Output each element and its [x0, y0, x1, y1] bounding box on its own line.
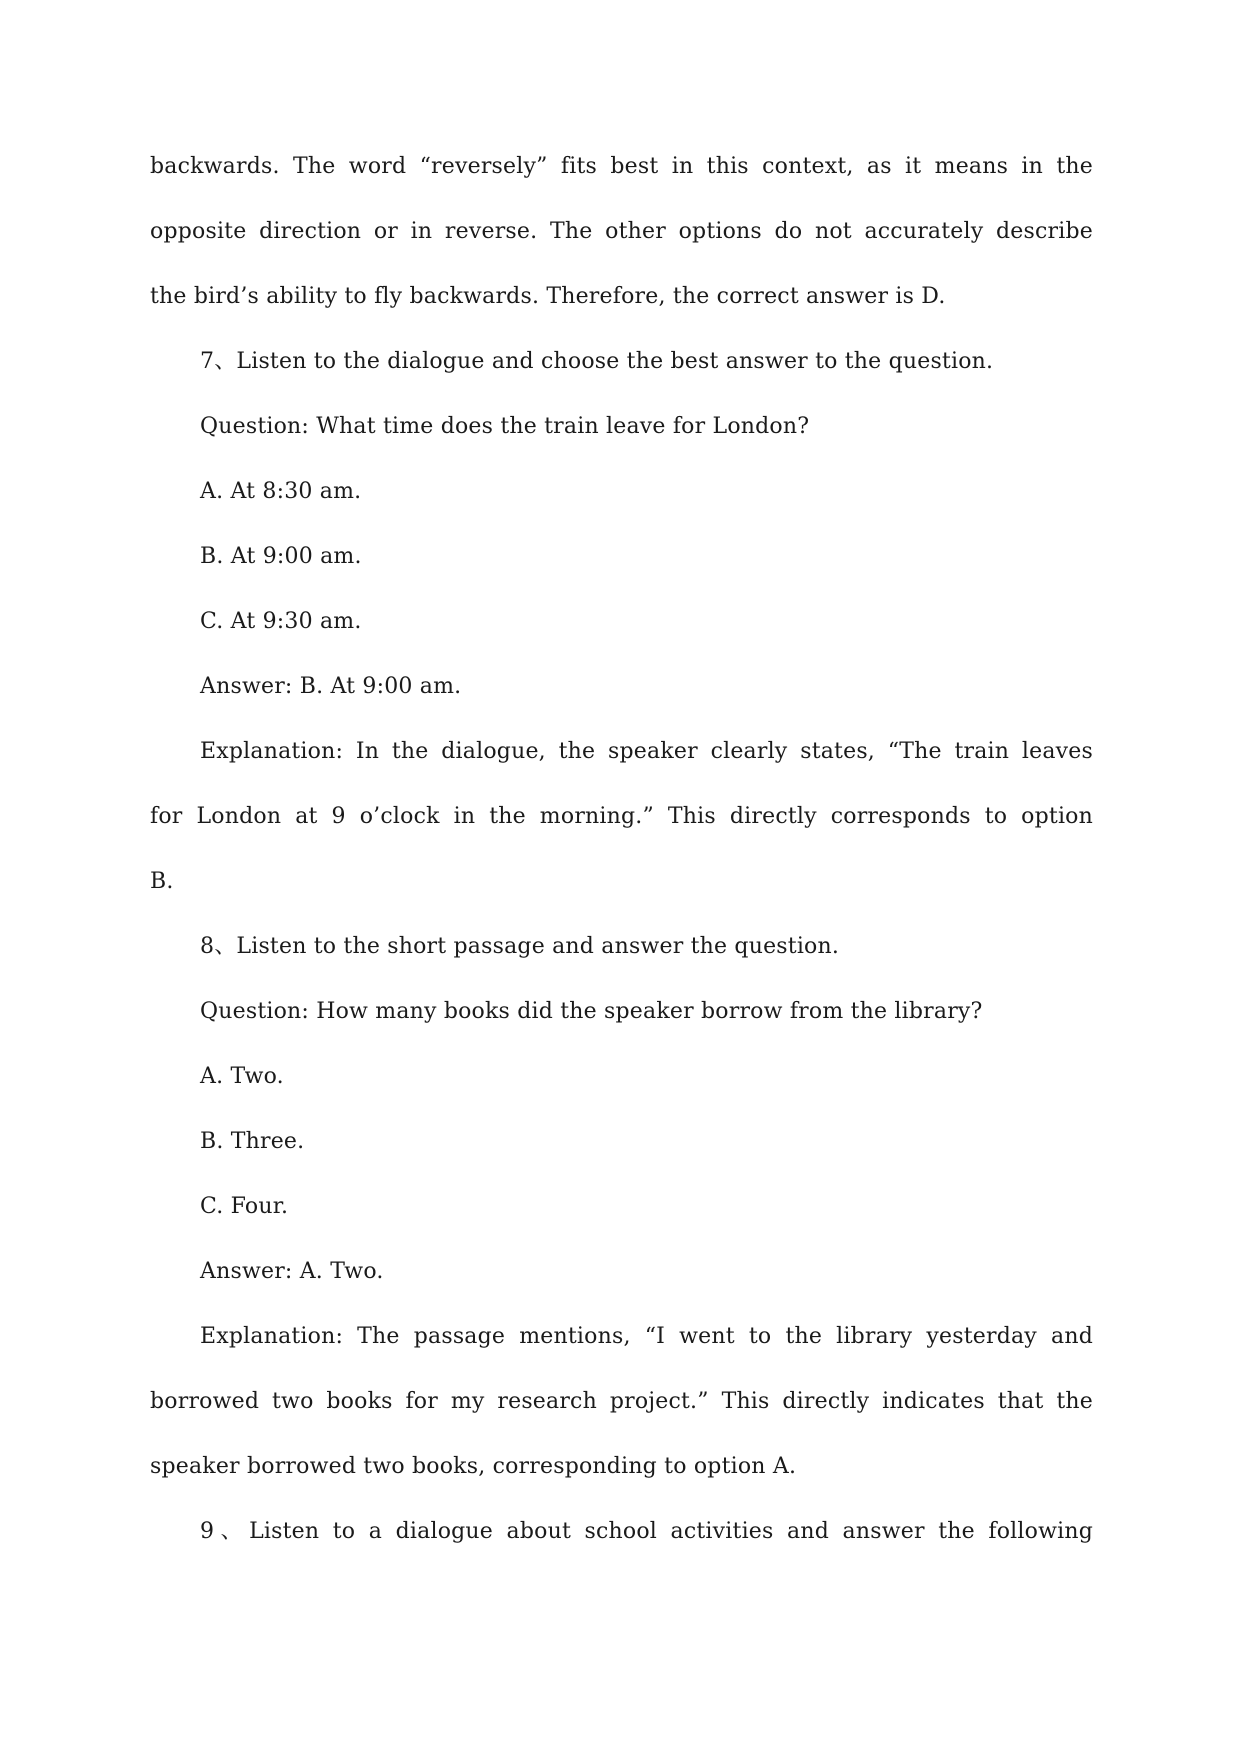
- question-8-explanation: Explanation: The passage mentions, “I went to the library yesterday and: [200, 1324, 1093, 1349]
- question-7-explanation-cont: for London at 9 o’clock in the morning.” This directly corresponds to option: [150, 804, 1093, 829]
- paragraph-line: opposite direction or in reverse. The other options do not accurately describe: [150, 219, 1093, 244]
- question-8-option-c: C. Four.: [200, 1194, 289, 1219]
- question-8-answer: Answer: A. Two.: [200, 1259, 384, 1284]
- question-7-answer: Answer: B. At 9:00 am.: [200, 674, 462, 699]
- question-7-option-c: C. At 9:30 am.: [200, 609, 362, 634]
- question-8-option-a: A. Two.: [200, 1064, 284, 1089]
- question-7-text: Question: What time does the train leave for London?: [200, 414, 810, 439]
- question-7-option-b: B. At 9:00 am.: [200, 544, 362, 569]
- question-7-explanation-end: B.: [150, 869, 174, 894]
- question-9-prompt: 9、Listen to a dialogue about school activities and answer the following: [200, 1519, 1093, 1544]
- question-7-explanation: Explanation: In the dialogue, the speaker clearly states, “The train leaves: [200, 739, 1093, 764]
- question-8-explanation-cont: borrowed two books for my research project.” This directly indicates that the: [150, 1389, 1093, 1414]
- question-8-prompt: 8、Listen to the short passage and answer the question.: [200, 934, 840, 959]
- question-8-explanation-end: speaker borrowed two books, corresponding to option A.: [150, 1454, 797, 1479]
- question-7-option-a: A. At 8:30 am.: [200, 479, 362, 504]
- question-7-prompt: 7、Listen to the dialogue and choose the best answer to the question.: [200, 349, 994, 374]
- paragraph-line: backwards. The word “reversely” fits best in this context, as it means in the: [150, 154, 1093, 179]
- question-8-text: Question: How many books did the speaker borrow from the library?: [200, 999, 983, 1024]
- paragraph-line: the bird’s ability to fly backwards. Therefore, the correct answer is D.: [150, 284, 946, 309]
- question-8-option-b: B. Three.: [200, 1129, 305, 1154]
